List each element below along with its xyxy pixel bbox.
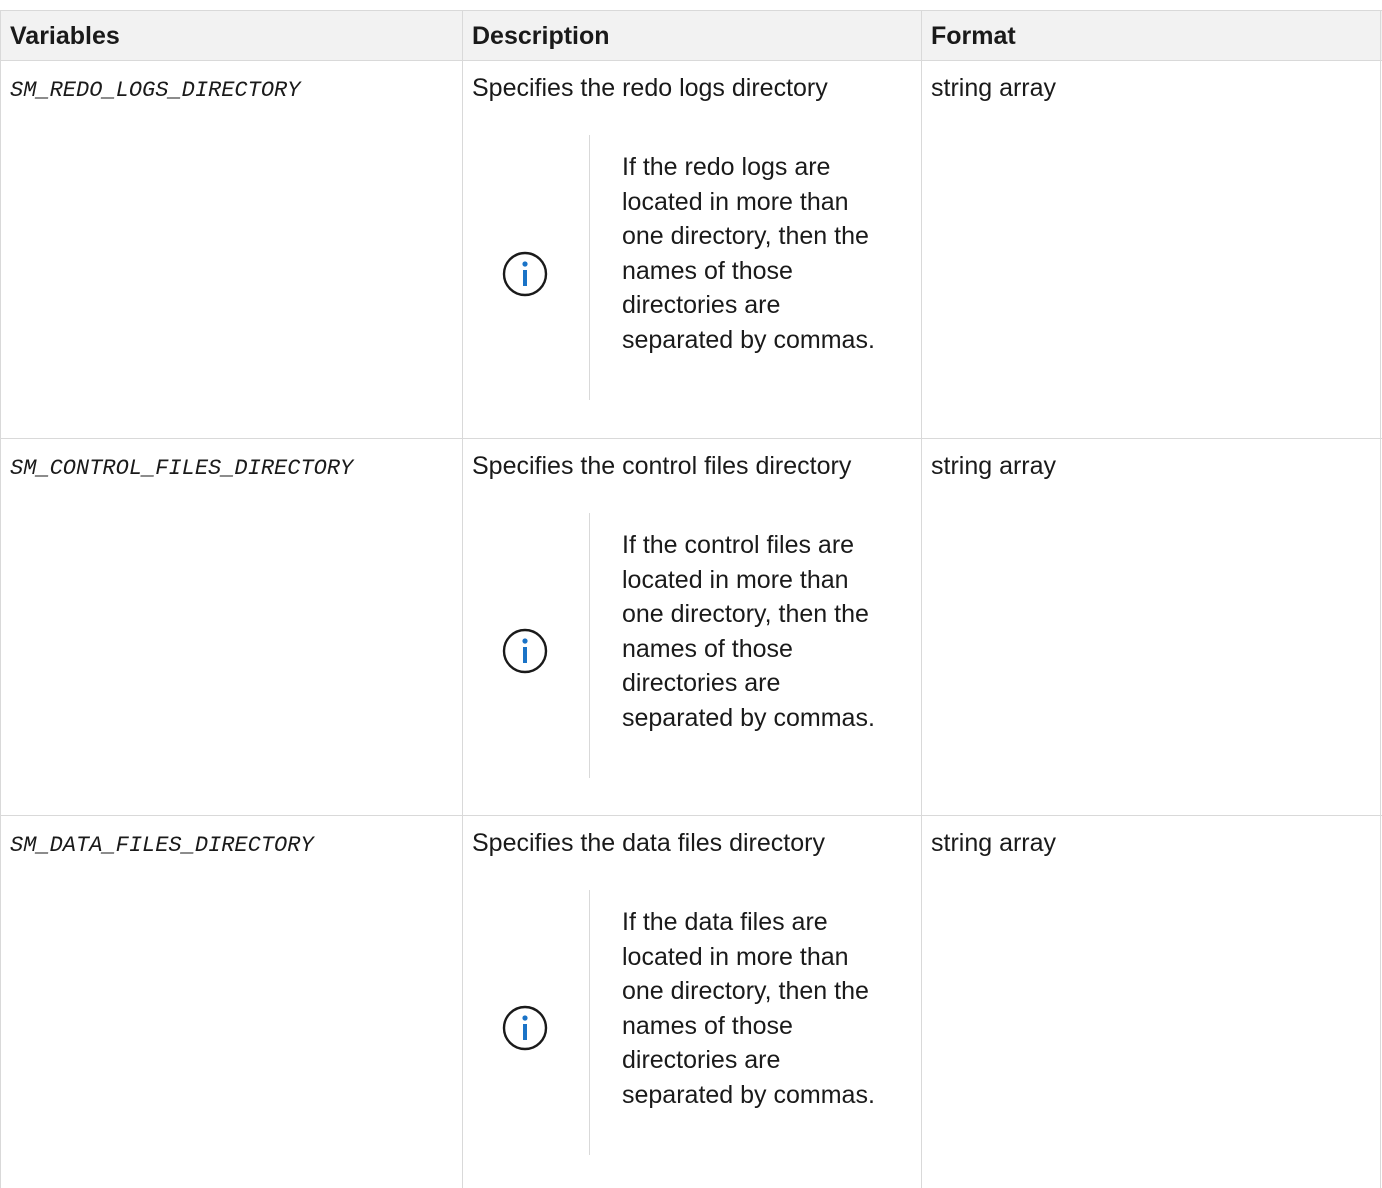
header-divider: [0, 60, 1382, 61]
note-callout: [589, 890, 890, 1155]
variable-name: SM_CONTROL_FILES_DIRECTORY: [10, 456, 354, 481]
variable-name: SM_DATA_FILES_DIRECTORY: [10, 833, 314, 858]
info-icon: [500, 626, 550, 676]
header-format: Format: [931, 22, 1016, 50]
variable-name: SM_REDO_LOGS_DIRECTORY: [10, 78, 301, 103]
description-text: Specifies the control files directory: [472, 452, 852, 480]
description-text: Specifies the data files directory: [472, 829, 825, 857]
table-header: [0, 10, 1382, 60]
format-value: string array: [931, 452, 1057, 480]
note-text: If the control files are located in more than one directory, then the names of those directories are separated by commas.: [622, 531, 875, 732]
info-icon: [500, 249, 550, 299]
description-text: Specifies the redo logs directory: [472, 74, 828, 102]
format-value: string array: [931, 74, 1057, 102]
note-callout: [589, 135, 890, 400]
column-divider: [0, 10, 1, 1188]
row-divider: [0, 438, 1382, 439]
format-value: string array: [931, 829, 1057, 857]
border-top: [0, 10, 1382, 11]
header-description: Description: [472, 22, 610, 50]
note-text: If the data files are located in more than one directory, then the names of those directories are separated by commas.: [622, 908, 875, 1109]
column-divider: [921, 10, 922, 1188]
note-callout: [589, 513, 890, 778]
row-divider: [0, 815, 1382, 816]
header-variables: Variables: [10, 22, 120, 50]
column-divider: [1380, 10, 1381, 1188]
note-text: If the redo logs are located in more than one directory, then the names of those directories are separated by commas.: [622, 153, 875, 354]
column-divider: [462, 10, 463, 1188]
info-icon: [500, 1003, 550, 1053]
